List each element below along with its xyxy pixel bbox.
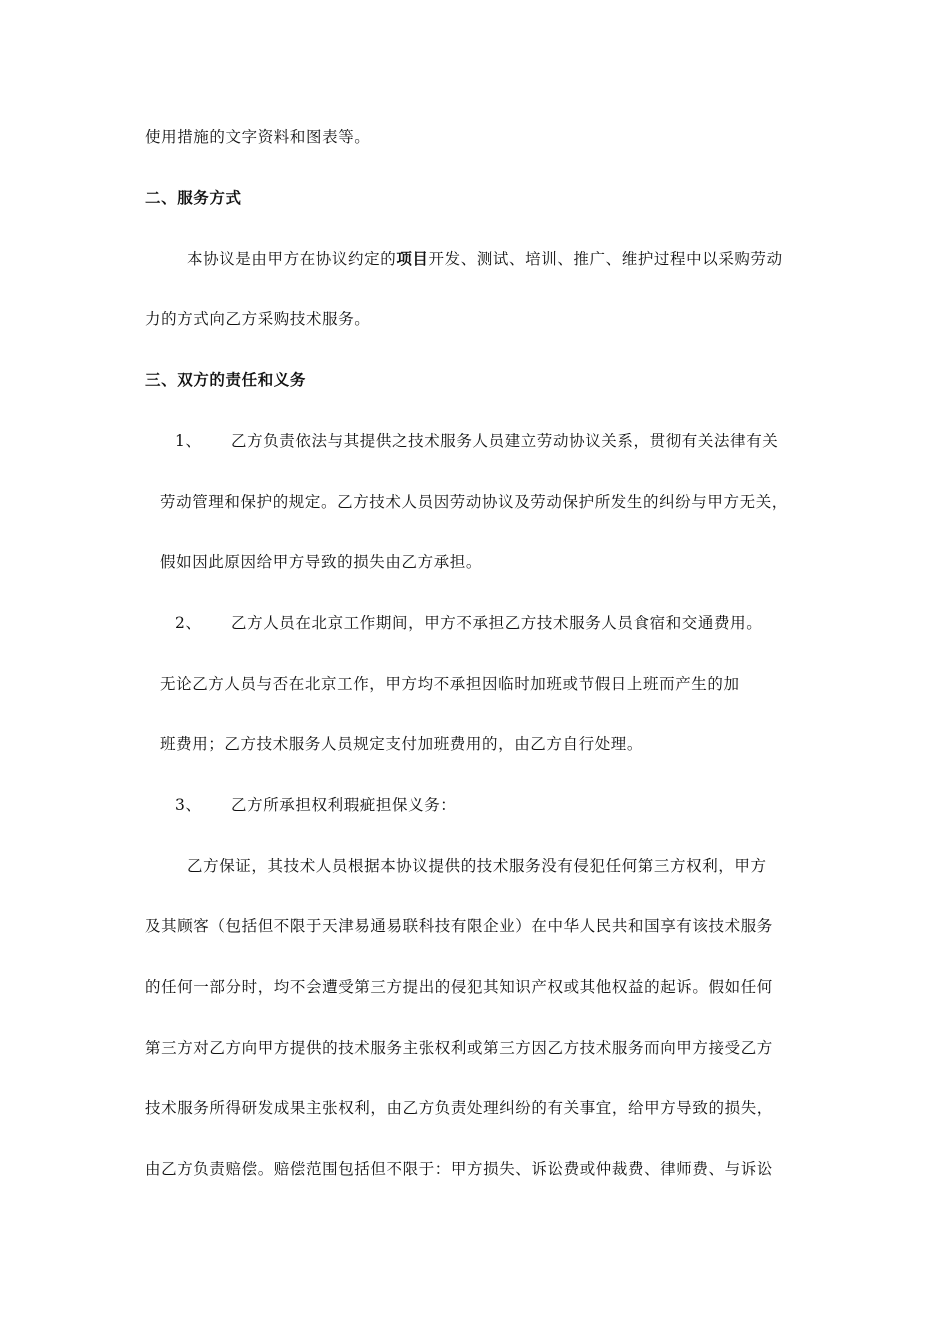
item-2-line-2: 无论乙方人员与否在北京工作，甲方均不承担因临时加班或节假日上班而产生的加 xyxy=(160,675,740,693)
item-1-line-3: 假如因此原因给甲方导致的损失由乙方承担。 xyxy=(160,553,483,571)
item-1-line-1 xyxy=(175,431,778,451)
section-2-text: 开发、测试、培训、推广、维护过程中以采购劳动 xyxy=(428,250,783,268)
item-2-line-1 xyxy=(175,613,762,633)
item-2-line-3: 班费用；乙方技术服务人员规定支付加班费用的，由乙方自行处理。 xyxy=(160,735,644,753)
guarantee-paragraph-line: 由乙方负责赔偿。赔偿范围包括但不限于：甲方损失、诉讼费或仲裁费、律师费、与诉讼 xyxy=(145,1160,773,1178)
section-2-text: 本协议是由甲方在协议约定的 xyxy=(187,250,397,268)
section-2-paragraph-line-1 xyxy=(187,249,783,269)
item-1-text: 乙方负责依法与其提供之技术服务人员建立劳动协议关系，贯彻有关法律有关 xyxy=(231,432,779,450)
project-keyword: 项目 xyxy=(396,249,429,268)
guarantee-paragraph-line: 技术服务所得研发成果主张权利，由乙方负责处理纠纷的有关事宜，给甲方导致的损失， xyxy=(145,1099,773,1117)
section-2-paragraph-line-2: 力的方式向乙方采购技术服务。 xyxy=(145,310,371,328)
item-3-line-1 xyxy=(175,795,456,815)
guarantee-paragraph-line: 第三方对乙方向甲方提供的技术服务主张权利或第三方因乙方技术服务而向甲方接受乙方 xyxy=(145,1039,773,1057)
continuation-text: 使用措施的文字资料和图表等。 xyxy=(145,128,371,146)
item-3-number: 3、 xyxy=(175,796,202,814)
guarantee-paragraph-line: 乙方保证，其技术人员根据本协议提供的技术服务没有侵犯任何第三方权利，甲方 xyxy=(187,857,767,875)
guarantee-paragraph-line: 的任何一部分时，均不会遭受第三方提出的侵犯其知识产权或其他权益的起诉。假如任何 xyxy=(145,978,773,996)
item-3-text: 乙方所承担权利瑕疵担保义务： xyxy=(231,796,457,814)
item-2-number: 2、 xyxy=(175,614,202,632)
section-2-heading: 二、服务方式 xyxy=(145,188,242,207)
guarantee-paragraph-line: 及其顾客（包括但不限于天津易通易联科技有限企业）在中华人民共和国享有该技术服务 xyxy=(145,917,773,935)
item-1-number: 1、 xyxy=(175,432,202,450)
section-3-heading: 三、双方的责任和义务 xyxy=(145,370,307,389)
item-1-line-2: 劳动管理和保护的规定。乙方技术人员因劳动协议及劳动保护所发生的纠纷与甲方无关， xyxy=(160,493,788,511)
item-2-text: 乙方人员在北京工作期间，甲方不承担乙方技术服务人员食宿和交通费用。 xyxy=(231,614,763,632)
